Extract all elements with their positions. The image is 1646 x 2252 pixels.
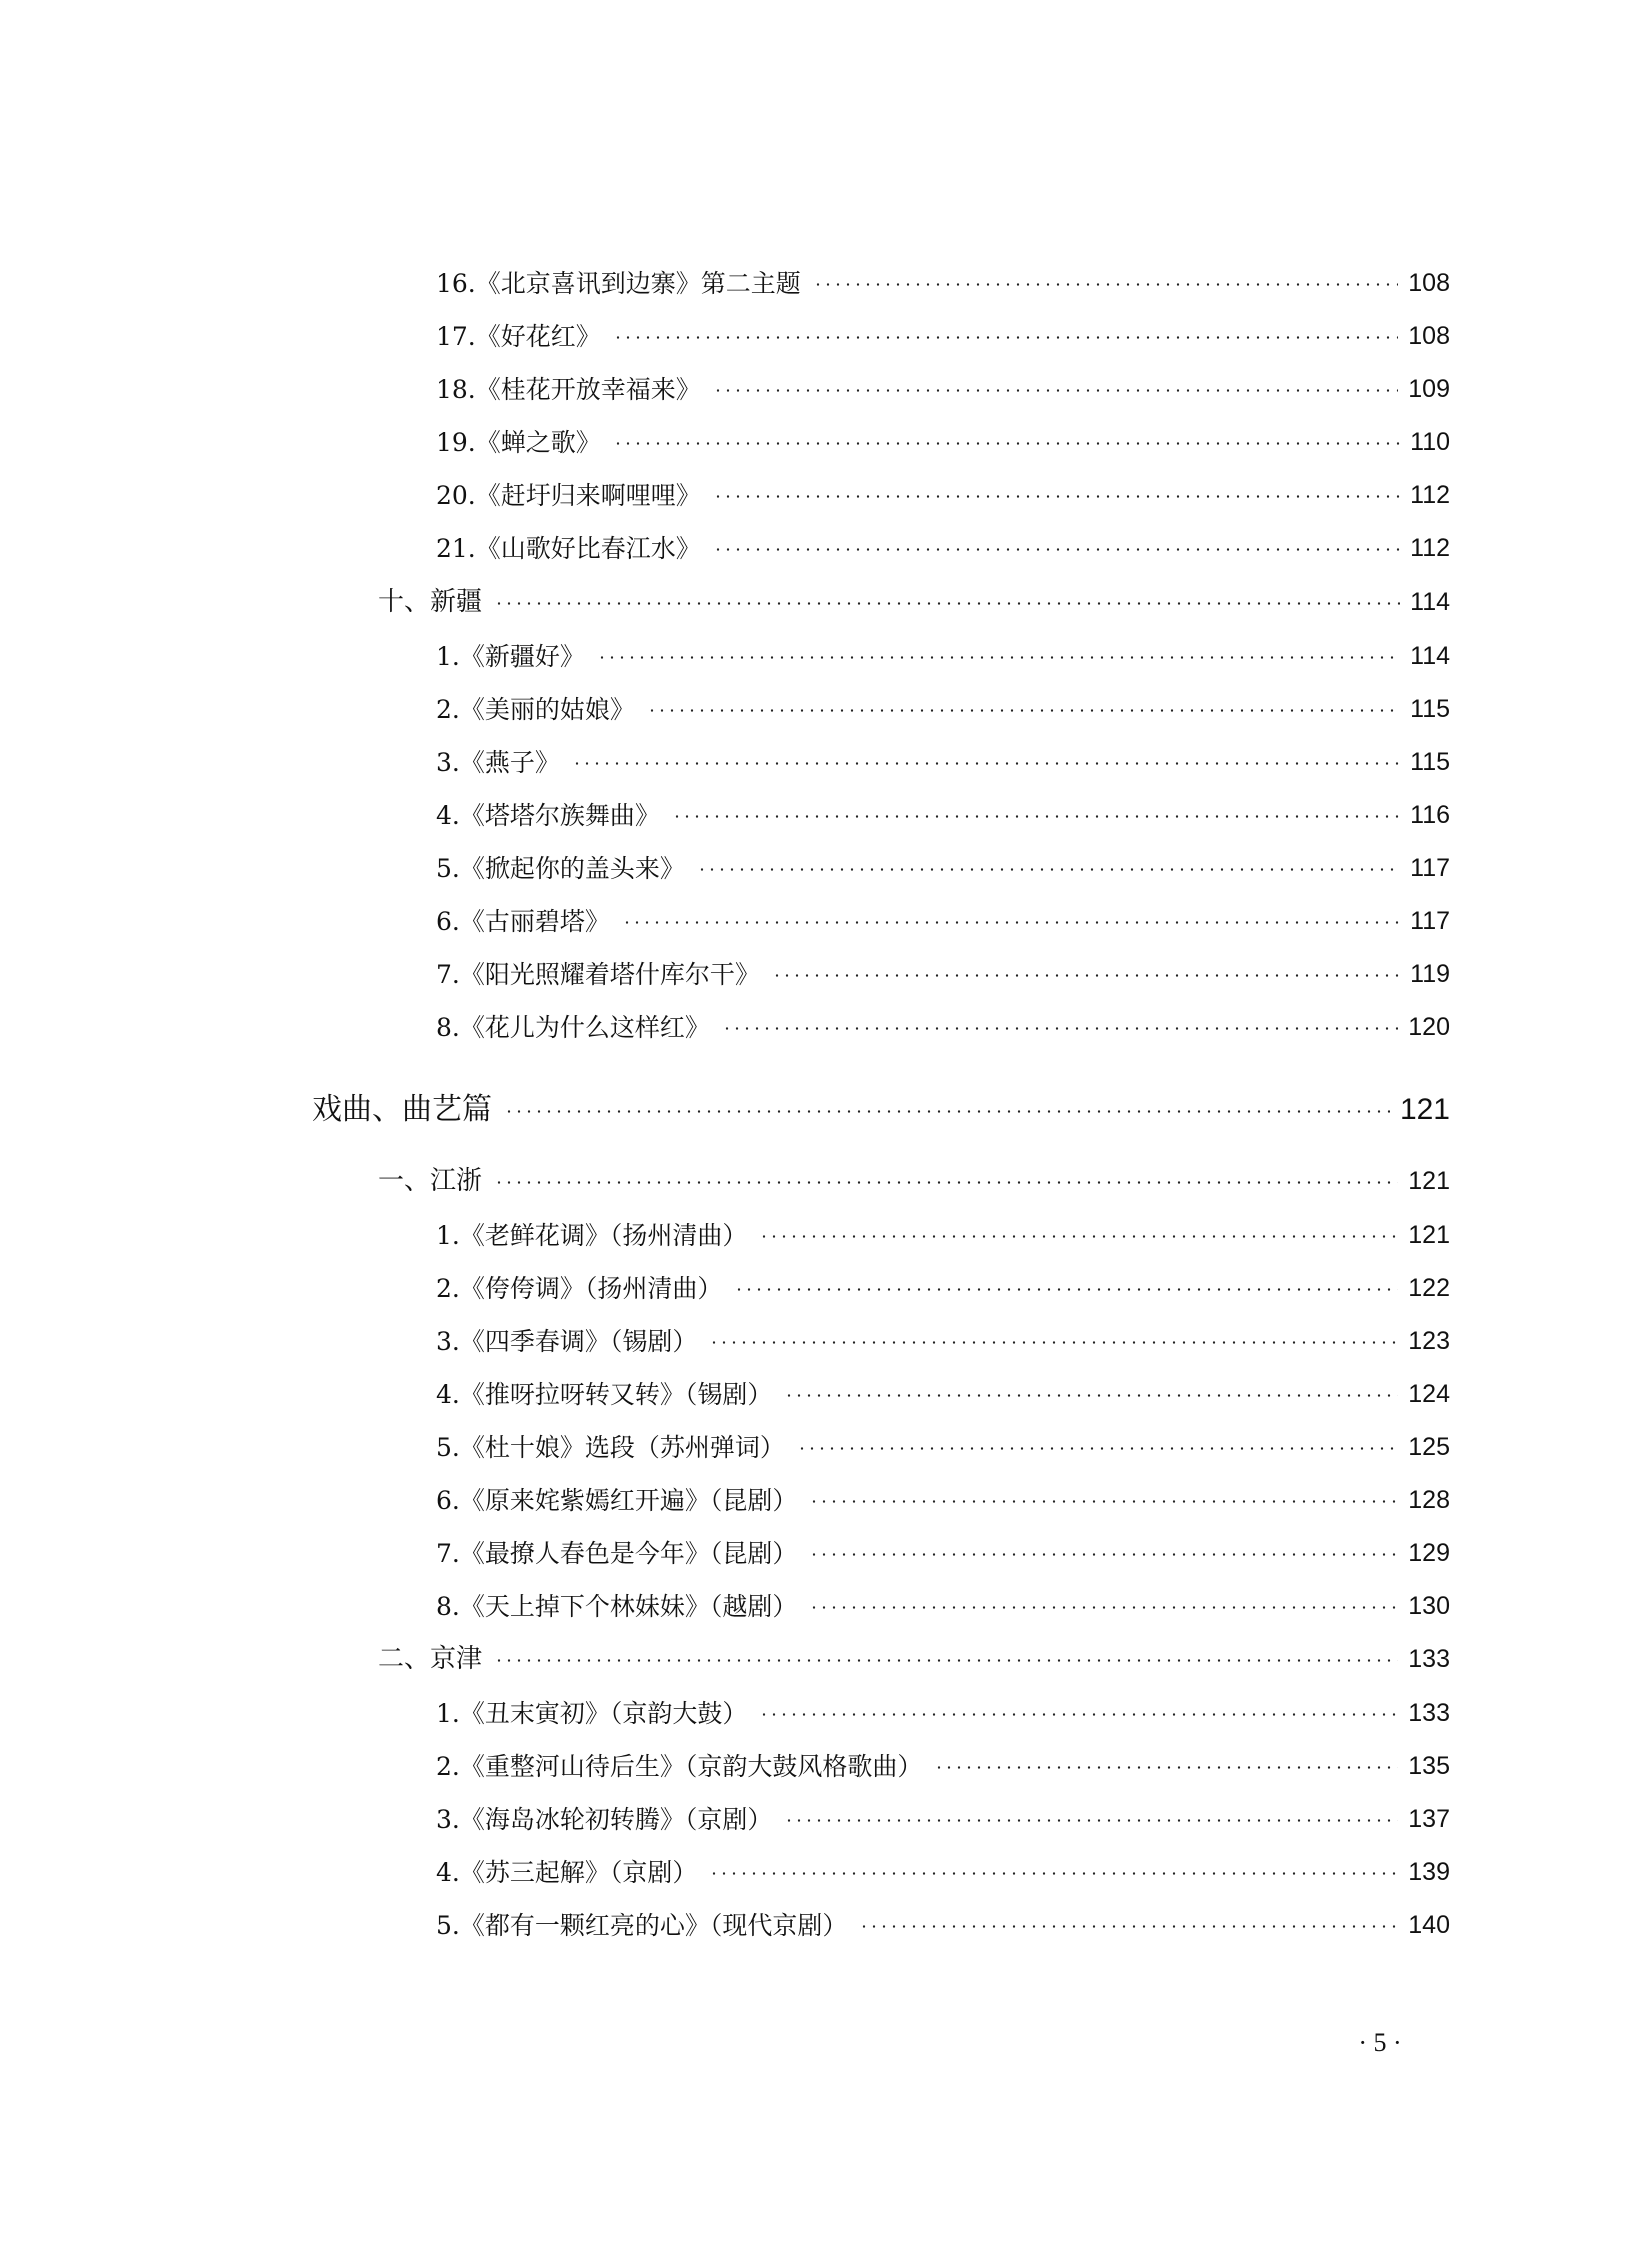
dot-leader <box>713 548 1400 551</box>
dot-leader <box>809 1553 1398 1556</box>
toc-entry-title: 7.《阳光照耀着塔什库尔干》 <box>436 960 760 989</box>
dot-leader <box>622 921 1400 924</box>
toc-item-entry <box>436 1363 1450 1407</box>
toc-entry-page: 140 <box>1408 1911 1450 1939</box>
toc-section-entry <box>378 571 1450 615</box>
toc-entry-page: 114 <box>1410 642 1450 670</box>
toc-entry-page: 115 <box>1410 695 1450 723</box>
toc-entry-page: 135 <box>1408 1752 1450 1780</box>
dot-leader <box>797 1447 1398 1450</box>
toc-entry-title: 8.《花儿为什么这样红》 <box>436 1013 710 1042</box>
toc-item-entry <box>436 1416 1450 1460</box>
toc-entry-page: 114 <box>1410 588 1450 616</box>
toc-entry-title: 19.《蝉之歌》 <box>436 428 601 457</box>
toc-entry-title: 3.《海岛冰轮初转腾》（京剧） <box>436 1805 773 1834</box>
dot-leader <box>709 1341 1398 1344</box>
toc-section-entry <box>378 1628 1450 1672</box>
toc-entry-title: 4.《塔塔尔族舞曲》 <box>436 801 660 830</box>
toc-entry-title: 2.《重整河山待后生》（京韵大鼓风格歌曲） <box>436 1752 923 1781</box>
toc-item-entry <box>436 305 1450 349</box>
toc-item-entry <box>436 625 1450 669</box>
toc-entry-title: 二、京津 <box>378 1644 483 1674</box>
toc-entry-title: 戏曲、曲艺篇 <box>312 1092 492 1127</box>
toc-entry-title: 18.《桂花开放幸福来》 <box>436 375 701 404</box>
toc-item-entry <box>436 358 1450 402</box>
dot-leader <box>697 868 1400 871</box>
toc-entry-page: 109 <box>1408 375 1450 403</box>
toc-entry-title: 1.《丑末寅初》（京韵大鼓） <box>436 1699 748 1728</box>
toc-item-entry <box>436 1841 1450 1885</box>
toc-item-entry <box>436 784 1450 828</box>
toc-entry-page: 121 <box>1399 1093 1450 1126</box>
toc-item-entry <box>436 1788 1450 1832</box>
toc-entry-title: 1.《新疆好》 <box>436 642 585 671</box>
toc-entry-page: 117 <box>1410 854 1450 882</box>
dot-leader <box>572 762 1400 765</box>
toc-entry-title: 21.《山歌好比春江水》 <box>436 534 701 563</box>
toc-entry-title: 7.《最撩人春色是今年》（昆剧） <box>436 1539 798 1568</box>
toc-item-entry <box>436 1257 1450 1301</box>
toc-entry-title: 3.《燕子》 <box>436 748 560 777</box>
dot-leader <box>709 1872 1398 1875</box>
toc-part-entry <box>312 1073 1450 1125</box>
toc-entry-page: 124 <box>1408 1380 1450 1408</box>
dot-leader <box>504 1110 1390 1113</box>
toc-item-entry <box>436 1310 1450 1354</box>
dot-leader <box>494 1659 1398 1662</box>
toc-section-entry <box>378 1150 1450 1194</box>
toc-entry-title: 17.《好花红》 <box>436 322 601 351</box>
toc-item-entry <box>436 890 1450 934</box>
toc-entry-page: 129 <box>1408 1539 1450 1567</box>
toc-entry-page: 121 <box>1408 1221 1450 1249</box>
dot-leader <box>859 1925 1398 1928</box>
toc-entry-page: 122 <box>1408 1274 1450 1302</box>
toc-entry-title: 20.《赶圩归来啊哩哩》 <box>436 481 701 510</box>
toc-entry-page: 139 <box>1408 1858 1450 1886</box>
toc-entry-title: 5.《都有一颗红亮的心》（现代京剧） <box>436 1911 848 1940</box>
toc-item-entry <box>436 678 1450 722</box>
toc-item-entry <box>436 1469 1450 1513</box>
dot-leader <box>722 1027 1398 1030</box>
dot-leader <box>813 283 1399 286</box>
toc-item-entry <box>436 1894 1450 1938</box>
toc-item-entry <box>436 252 1450 296</box>
toc-item-entry <box>436 731 1450 775</box>
toc-item-entry <box>436 996 1450 1040</box>
dot-leader <box>734 1288 1398 1291</box>
toc-entry-page: 133 <box>1408 1645 1450 1673</box>
dot-leader <box>759 1235 1398 1238</box>
toc-entry-page: 112 <box>1410 534 1450 562</box>
dot-leader <box>784 1819 1398 1822</box>
dot-leader <box>613 336 1399 339</box>
dot-leader <box>672 815 1400 818</box>
dot-leader <box>713 389 1399 392</box>
toc-entry-page: 125 <box>1408 1433 1450 1461</box>
toc-entry-page: 128 <box>1408 1486 1450 1514</box>
toc-entry-title: 6.《古丽碧塔》 <box>436 907 610 936</box>
toc-entry-title: 4.《苏三起解》（京剧） <box>436 1858 698 1887</box>
toc-entry-title: 一、江浙 <box>378 1166 483 1196</box>
toc-entry-title: 8.《天上掉下个林妹妹》（越剧） <box>436 1592 798 1621</box>
dot-leader <box>809 1500 1398 1503</box>
toc-item-entry <box>436 1682 1450 1726</box>
toc-entry-page: 137 <box>1408 1805 1450 1833</box>
toc-entry-title: 16.《北京喜讯到边寨》第二主题 <box>436 269 801 298</box>
toc-entry-page: 108 <box>1408 322 1450 350</box>
dot-leader <box>494 1181 1398 1184</box>
dot-leader <box>713 495 1400 498</box>
toc-entry-title: 十、新疆 <box>378 587 483 617</box>
dot-leader <box>759 1713 1398 1716</box>
toc-entry-title: 4.《推呀拉呀转又转》（锡剧） <box>436 1380 773 1409</box>
toc-item-entry <box>436 837 1450 881</box>
dot-leader <box>597 656 1400 659</box>
toc-entry-page: 110 <box>1410 428 1450 456</box>
toc-item-entry <box>436 411 1450 455</box>
toc-item-entry <box>436 943 1450 987</box>
toc-item-entry <box>436 1575 1450 1619</box>
toc-entry-title: 1.《老鲜花调》（扬州清曲） <box>436 1221 748 1250</box>
toc-item-entry <box>436 1735 1450 1779</box>
toc-entry-page: 120 <box>1408 1013 1450 1041</box>
toc-item-entry <box>436 1204 1450 1248</box>
dot-leader <box>784 1394 1398 1397</box>
toc-entry-page: 123 <box>1408 1327 1450 1355</box>
dot-leader <box>494 602 1400 605</box>
toc-entry-page: 121 <box>1408 1167 1450 1195</box>
toc-item-entry <box>436 464 1450 508</box>
toc-item-entry <box>436 1522 1450 1566</box>
dot-leader <box>934 1766 1398 1769</box>
toc-entry-page: 117 <box>1410 907 1450 935</box>
toc-entry-title: 5.《掀起你的盖头来》 <box>436 854 685 883</box>
toc-entry-page: 116 <box>1410 801 1450 829</box>
dot-leader <box>613 442 1400 445</box>
toc-entry-title: 3.《四季春调》（锡剧） <box>436 1327 698 1356</box>
toc-entry-page: 130 <box>1408 1592 1450 1620</box>
toc-entry-title: 2.《美丽的姑娘》 <box>436 695 635 724</box>
toc-entry-title: 6.《原来姹紫嫣红开遍》（昆剧） <box>436 1486 798 1515</box>
toc-entry-title: 2.《侉侉调》（扬州清曲） <box>436 1274 723 1303</box>
toc-item-entry <box>436 517 1450 561</box>
dot-leader <box>809 1606 1398 1609</box>
toc-entry-page: 115 <box>1410 748 1450 776</box>
dot-leader <box>647 709 1400 712</box>
dot-leader <box>772 974 1400 977</box>
toc-entry-page: 108 <box>1408 269 1450 297</box>
toc-entry-page: 119 <box>1410 960 1450 988</box>
toc-entry-page: 133 <box>1408 1699 1450 1727</box>
page-number: · 5 · <box>1358 2028 1402 2057</box>
toc-entry-title: 5.《杜十娘》选段（苏州弹词） <box>436 1433 785 1462</box>
toc-entry-page: 112 <box>1410 481 1450 509</box>
